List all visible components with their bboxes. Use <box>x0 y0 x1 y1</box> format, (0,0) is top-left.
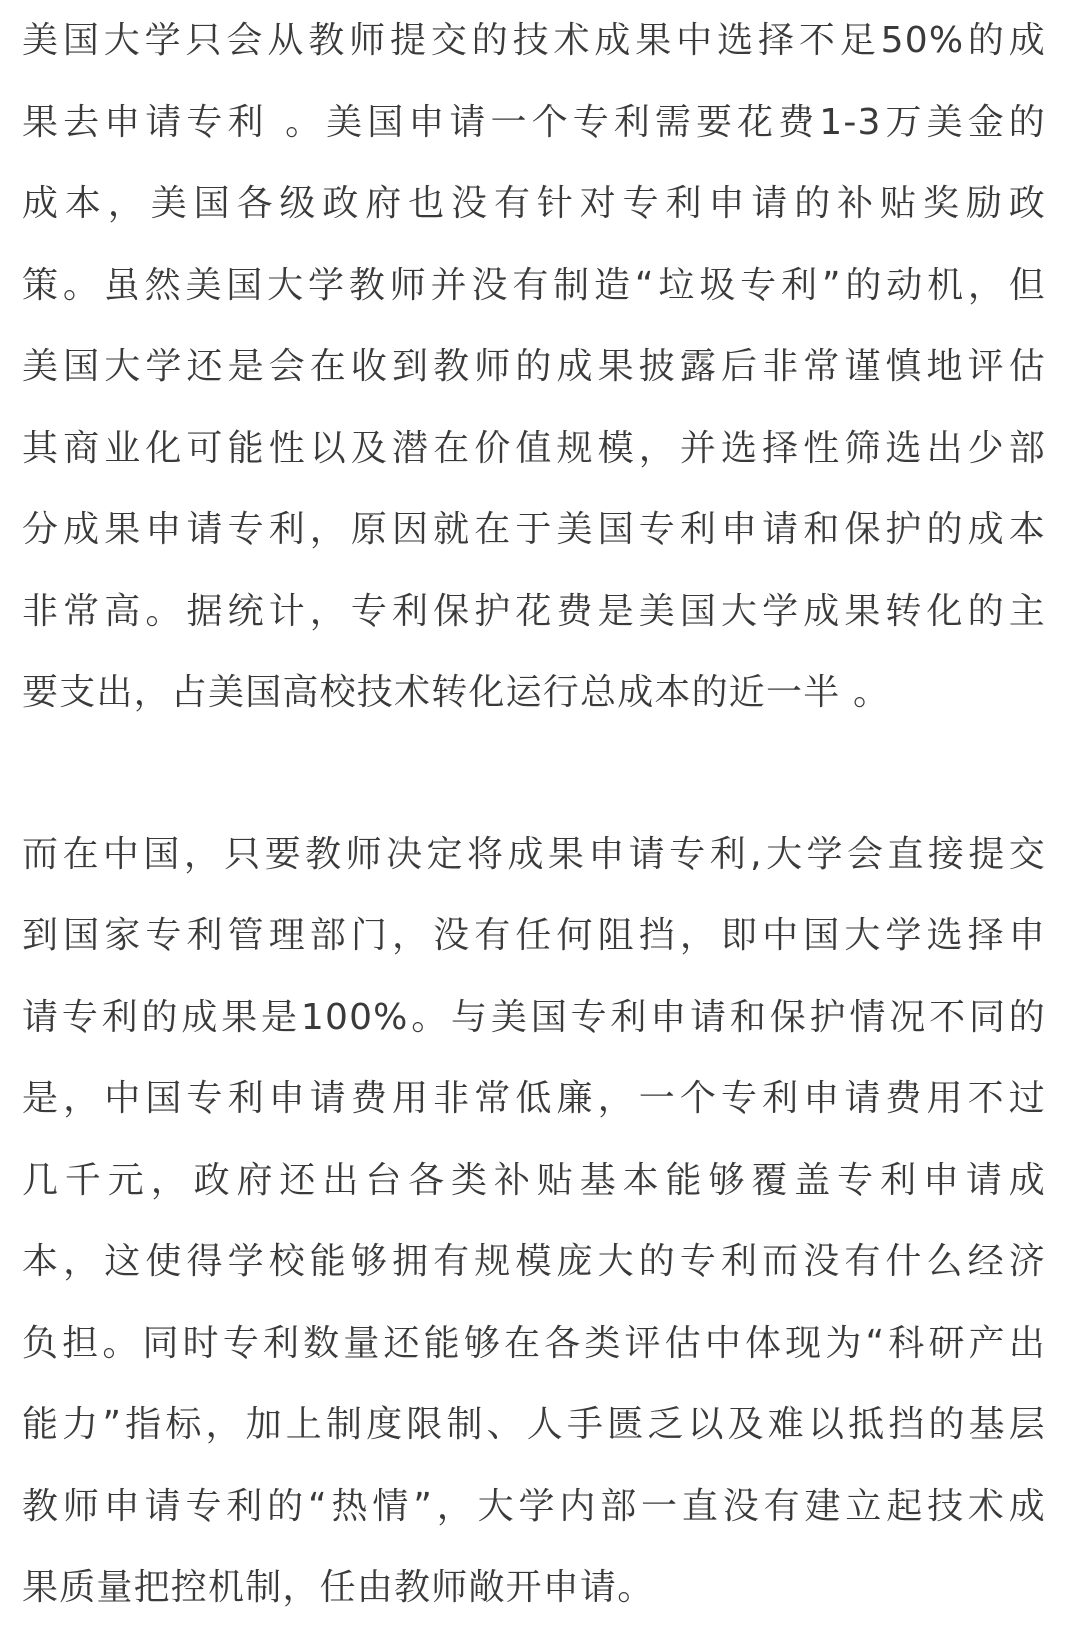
text-line: 负担。同时专利数量还能够在各类评估中体现为“科研产出 <box>22 1322 1046 1364</box>
article-body <box>22 0 1046 1629</box>
text-line: 要支出，占美国高校技术转化运行总成本的近一半 。 <box>22 672 891 713</box>
text-line: 本，这使得学校能够拥有规模庞大的专利而没有什么经济 <box>22 1241 1046 1282</box>
paragraph-us-patents <box>22 0 1046 734</box>
text-line: 是，中国专利申请费用非常低廉，一个专利申请费用不过 <box>22 1078 1046 1119</box>
text-line: 而在中国，只要教师决定将成果申请专利,大学会直接提交 <box>22 833 1046 875</box>
text-line: 请专利的成果是100%。与美国专利申请和保护情况不同的 <box>22 996 1046 1038</box>
text-line: 果去申请专利 。美国申请一个专利需要花费1-3万美金的 <box>22 101 1046 143</box>
text-line: 几千元，政府还出台各类补贴基本能够覆盖专利申请成 <box>22 1159 1046 1201</box>
text-line: 成本，美国各级政府也没有针对专利申请的补贴奖励政 <box>22 183 1046 224</box>
text-line: 果质量把控机制，任由教师敞开申请。 <box>22 1567 655 1608</box>
text-line: 能力”指标，加上制度限制、人手匮乏以及难以抵挡的基层 <box>22 1404 1046 1445</box>
text-line: 到国家专利管理部门，没有任何阻挡，即中国大学选择申 <box>22 915 1046 956</box>
text-line: 分成果申请专利，原因就在于美国专利申请和保护的成本 <box>22 509 1046 550</box>
text-line: 非常高。据统计，专利保护花费是美国大学成果转化的主 <box>22 590 1046 632</box>
text-line: 策。虽然美国大学教师并没有制造“垃圾专利”的动机，但 <box>22 264 1046 306</box>
text-line: 教师申请专利的“热情”，大学内部一直没有建立起技术成 <box>22 1485 1046 1527</box>
paragraph-spacer <box>22 734 1046 814</box>
paragraph-china-patents <box>22 814 1046 1629</box>
text-line: 其商业化可能性以及潜在价值规模，并选择性筛选出少部 <box>22 427 1046 469</box>
text-line: 美国大学只会从教师提交的技术成果中选择不足50%的成 <box>22 20 1046 61</box>
text-line: 美国大学还是会在收到教师的成果披露后非常谨慎地评估 <box>22 346 1046 387</box>
